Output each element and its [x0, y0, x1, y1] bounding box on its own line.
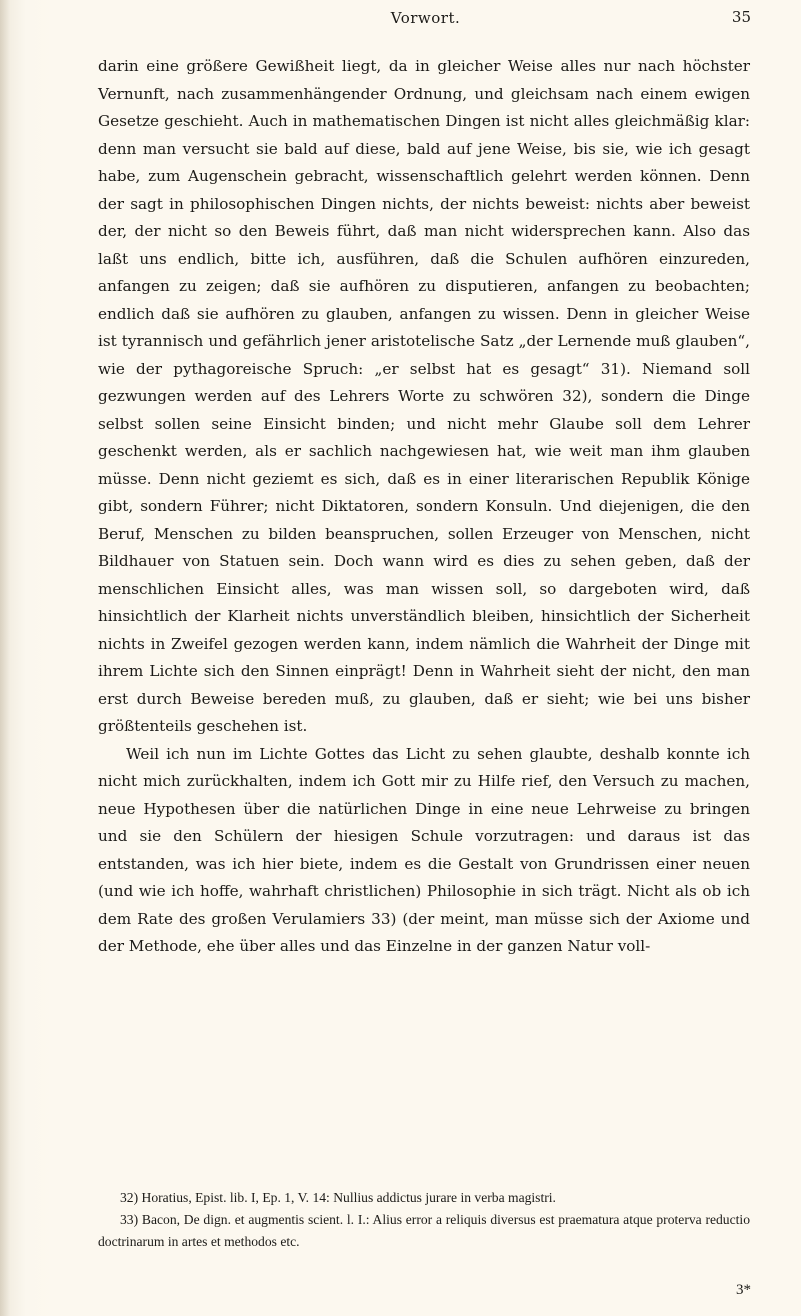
paragraph-2: Weil ich nun im Lichte Gottes das Licht zu sehen glaubte, deshalb konnte ich nicht mich zurückhalten, indem ich Gott mir zu Hilfe rief, den Versuch zu machen, neue Hypothesen über die natürlichen Dinge in eine neue Lehrweise zu bringen und sie den Schülern der hiesigen Schule vorzutragen: und daraus ist das entstanden, was ich hier biete, indem es die Gestalt von Grundrissen einer neuen (und wie ich hoffe, wahrhaft christlichen) Philosophie in sich trägt. Nicht als ob ich dem Rate des großen Verulamiers 33) (der meint, man müsse sich der Axiome und der Methode, ehe über alles und das Einzelne in der ganzen Natur voll-	[98, 744, 750, 955]
signature-mark: 3*	[736, 1282, 751, 1298]
page-binding-edge	[0, 0, 10, 1316]
footnotes	[98, 1187, 750, 1253]
footnote-32: 32) Horatius, Epist. lib. I, Ep. 1, V. 14: Nullius addictus jurare in verba magistri.	[120, 1190, 556, 1205]
running-head: Vorwort.	[390, 9, 461, 27]
paragraph-1: darin eine größere Gewißheit liegt, da in gleicher Weise alles nur nach höchster Vernunft, nach zusammenhängender Ordnung, und gleichsam nach einem ewigen Gesetze geschieht. Auch in mathematischen Dingen ist nicht alles gleichmäßig klar: denn man versucht sie bald auf diese, bald auf jene Weise, bis sie, wie ich gesagt habe, zum Augenschein gebracht, wissenschaftlich gelehrt werden können. Denn der sagt in philosophischen Dingen nichts, der nichts beweist: nichts aber beweist der, der nicht so den Beweis führt, daß man nicht widersprechen kann. Also das laßt uns endlich, bitte ich, ausführen, daß die Schulen aufhören einzureden, anfangen zu zeigen; daß sie aufhören zu disputieren, anfangen zu beobachten; endlich daß sie aufhören zu glauben, anfangen zu wissen. Denn in gleicher Weise ist tyrannisch und gefährlich jener aristotelische Satz „der Lernende muß glauben“, wie der pythagoreische Spruch: „er selbst hat es gesagt“ 31). Niemand soll gezwungen werden auf des Lehrers Worte zu schwören 32), sondern die Dinge selbst sollen seine Einsicht binden; und nicht mehr Glaube soll dem Lehrer geschenkt werden, als er sachlich nachgewiesen hat, wie weit man ihm glauben müsse. Denn nicht geziemt es sich, daß es in einer literarischen Republik Könige gibt, sondern Führer; nicht Diktatoren, sondern Konsuln. Und diejenigen, die den Beruf, Menschen zu bilden beanspruchen, sollen Erzeuger von Menschen, nicht Bildhauer von Statuen sein. Doch wann wird es dies zu sehen geben, daß der menschlichen Einsicht alles, was man wissen soll, so dargeboten wird, daß hinsichtlich der Klarheit nichts unverständlich bleiben, hinsichtlich der Sicherheit nichts in Zweifel gezogen werden kann, indem nämlich die Wahrheit der Dinge mit ihrem Lichte sich den Sinnen einprägt! Denn in Wahrheit sieht der nicht, den man erst durch Beweise bereden muß, zu glauben, daß er sieht; wie bei uns bisher größtenteils geschehen ist.	[98, 57, 750, 735]
body-text	[98, 53, 750, 961]
page-header	[100, 5, 751, 31]
page-number: 35	[731, 8, 751, 26]
footnote-33: 33) Bacon, De dign. et augmentis scient. l. I.: Alius error a reliquis diversus est praematura atque proterva reductio doctrinarum in artes et methodos etc.	[98, 1212, 750, 1249]
